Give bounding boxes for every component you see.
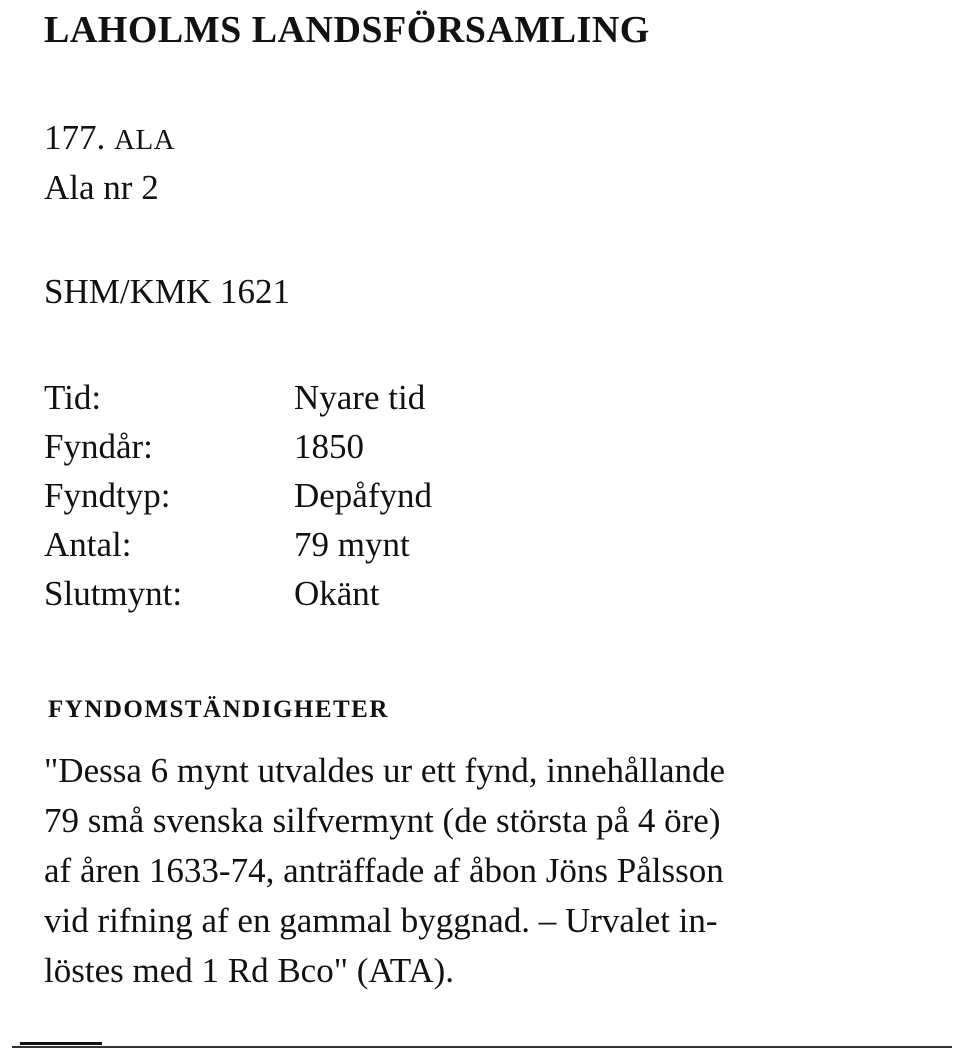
fact-row-fyndtyp [44,476,644,525]
fact-label: Antal: [44,525,132,564]
footer-rule [12,1046,952,1048]
body-line: af åren 1633-74, anträffade af åbon Jöns Pålsson [44,851,724,890]
fact-row-slutmynt [44,574,644,623]
fact-label: Fyndår: [44,427,153,466]
fact-value: 79 mynt [294,525,410,564]
catalogue-reference: SHM/KMK 1621 [44,272,291,311]
circumstances-heading: FYNDOMSTÄNDIGHETER [48,696,389,723]
fact-row-fyndar [44,427,644,476]
document-page [44,0,944,1052]
fact-value: Nyare tid [294,378,426,417]
body-line: vid rifning af en gammal byggnad. – Urvalet in- [44,901,718,940]
circumstances-body [44,746,924,996]
fact-value: Depåfynd [294,476,433,515]
fact-row-tid [44,378,644,427]
entry-place: ALA [114,124,176,156]
body-line: 79 små svenska silfvermynt (de största på 4 öre) [44,801,721,840]
entry-number: 177. [44,118,106,157]
fact-label: Fyndtyp: [44,476,171,515]
body-line: löstes med 1 Rd Bco" (ATA). [44,951,455,990]
fact-value: Okänt [294,574,380,613]
body-line: "Dessa 6 mynt utvaldes ur ett fynd, innehållande [44,751,726,790]
fact-label: Slutmynt: [44,574,183,613]
footer-rule-accent [20,1042,102,1045]
fact-row-antal [44,525,644,574]
entry-heading [44,118,175,158]
parish-title: LAHOLMS LANDSFÖRSAMLING [44,9,650,51]
fact-label: Tid: [44,378,102,417]
fact-table [44,378,644,623]
entry-subtitle: Ala nr 2 [44,168,159,207]
fact-value: 1850 [294,427,364,466]
